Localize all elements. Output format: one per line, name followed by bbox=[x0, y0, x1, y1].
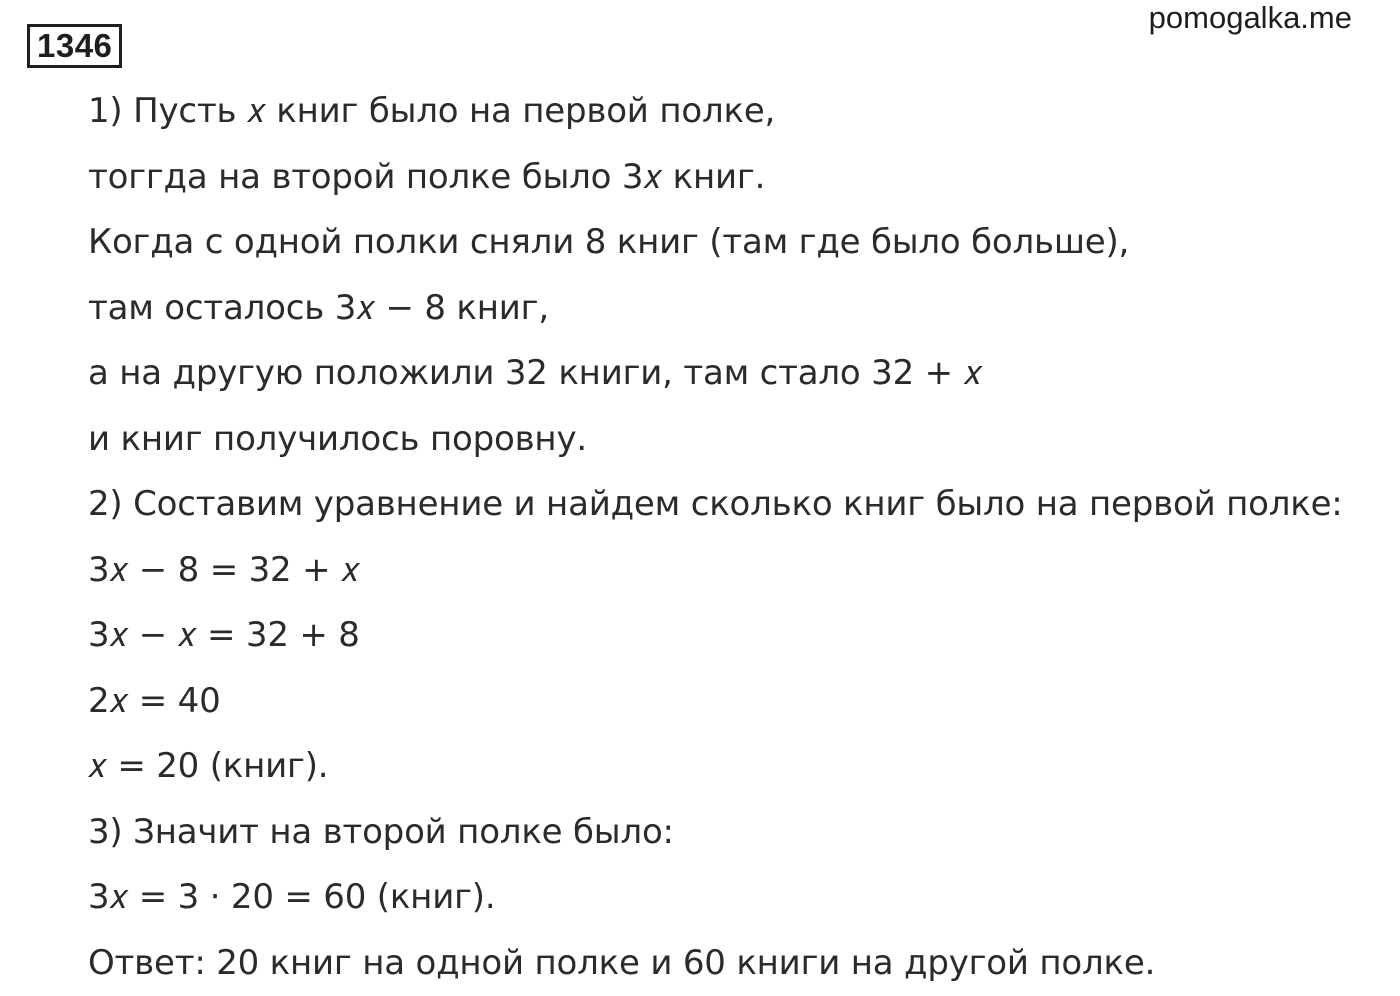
equation-line: 2𝑥 = 40 bbox=[88, 669, 1388, 735]
solution-line: тоггда на второй полке было 3𝑥 книг. bbox=[88, 145, 1388, 211]
solution-line: и книг получилось поровну. bbox=[88, 407, 1388, 473]
equation-line: 3𝑥 − 8 = 32 + 𝑥 bbox=[88, 538, 1388, 604]
equation-line: 3𝑥 − 𝑥 = 32 + 8 bbox=[88, 603, 1388, 669]
solution-line: 1) Пусть 𝑥 книг было на первой полке, bbox=[88, 79, 1388, 145]
solution-line: 3) Значит на второй полке было: bbox=[88, 800, 1388, 866]
equation-line: 3𝑥 = 3 ⋅ 20 = 60 (книг). bbox=[88, 865, 1388, 931]
equation-line: 𝑥 = 20 (книг). bbox=[88, 734, 1388, 800]
problem-number: 1346 bbox=[27, 24, 122, 68]
site-watermark: pomogalka.me bbox=[1149, 0, 1352, 36]
solution-line: 2) Составим уравнение и найдем сколько книг было на первой полке: bbox=[88, 472, 1388, 538]
solution-line: там осталось 3𝑥 − 8 книг, bbox=[88, 276, 1388, 342]
solution-line: Когда с одной полки сняли 8 книг (там где было больше), bbox=[88, 210, 1388, 276]
solution-line: а на другую положили 32 книги, там стало 32 + 𝑥 bbox=[88, 341, 1388, 407]
solution-text bbox=[88, 79, 1388, 996]
answer-line: Ответ: 20 книг на одной полке и 60 книги на другой полке. bbox=[88, 931, 1388, 996]
